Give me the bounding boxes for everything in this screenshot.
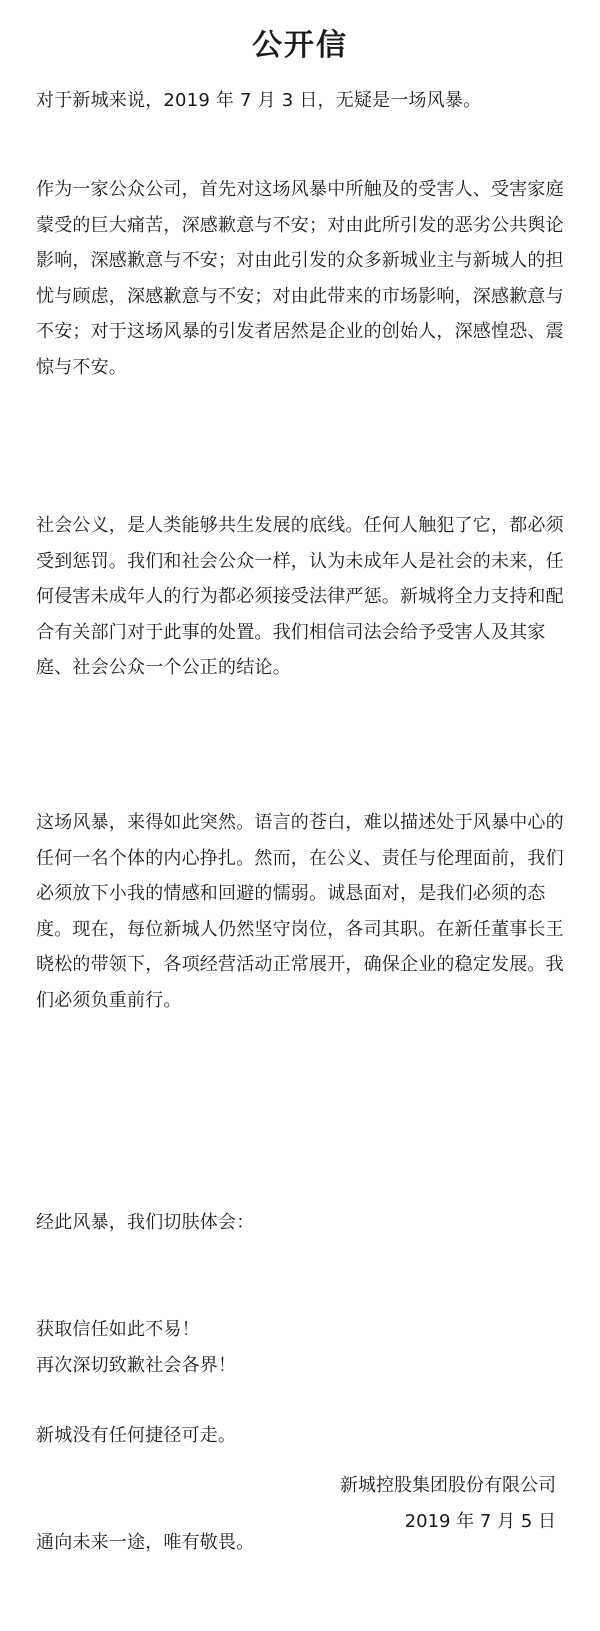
final-apology: 再次深切致歉社会各界！ — [36, 1355, 237, 1376]
closing-line: 获取信任如此不易！ — [36, 1318, 200, 1340]
company-name: 新城控股集团股份有限公司 — [340, 1475, 556, 1496]
signature-block — [340, 1468, 556, 1540]
paragraph-justice: 社会公义，是人类能够共生发展的底线。任何人触犯了它，都必须受到惩罚。我们和社会公众一样，认为未成年人是社会的未来，任何侵害未成年人的行为都必须接受法律严惩。新城将全力支持和配合有关部门对于此事的处置。我们相信司法会给予受害人及其家庭、社会公众一个公正的结论。 — [36, 515, 564, 678]
closing-line: 通向未来一途，唯有敬畏。 — [36, 1531, 255, 1553]
paragraph-commitment: 这场风暴，来得如此突然。语言的苍白，难以描述处于风暴中心的任何一名个体的内心挣扎。然而，在公义、责任与伦理面前，我们必须放下小我的情感和回避的懦弱。诚恳面对，是我们必须的态度。现在，每位新城人仍然坚守岗位，各司其职。在新任董事长王晓松的带领下，各项经营活动正常展开，确保企业的稳定发展。我们必须负重前行。 — [36, 812, 564, 1011]
paragraph-apology: 作为一家公众公司，首先对这场风暴中所触及的受害人、受害家庭蒙受的巨大痛苦，深感歉意与不安；对由此所引发的恶劣公共舆论影响，深感歉意与不安；对由此引发的众多新城业主与新城人的担忧与顾虑，深感歉意与不安；对由此带来的市场影响，深感歉意与不安；对于这场风暴的引发者居然是企业的创始人，深感惶恐、震惊与不安。 — [36, 179, 564, 378]
closing-line: 新城没有任何捷径可走。 — [36, 1425, 237, 1446]
letter-date: 2019 年 7 月 5 日 — [404, 1511, 556, 1532]
paragraph-intro: 对于新城来说，2019 年 7 月 3 日，无疑是一场风暴。 — [36, 90, 482, 111]
closing-line: 经此风暴，我们切肤体会： — [36, 1212, 255, 1233]
letter-title: 公开信 — [252, 28, 348, 64]
